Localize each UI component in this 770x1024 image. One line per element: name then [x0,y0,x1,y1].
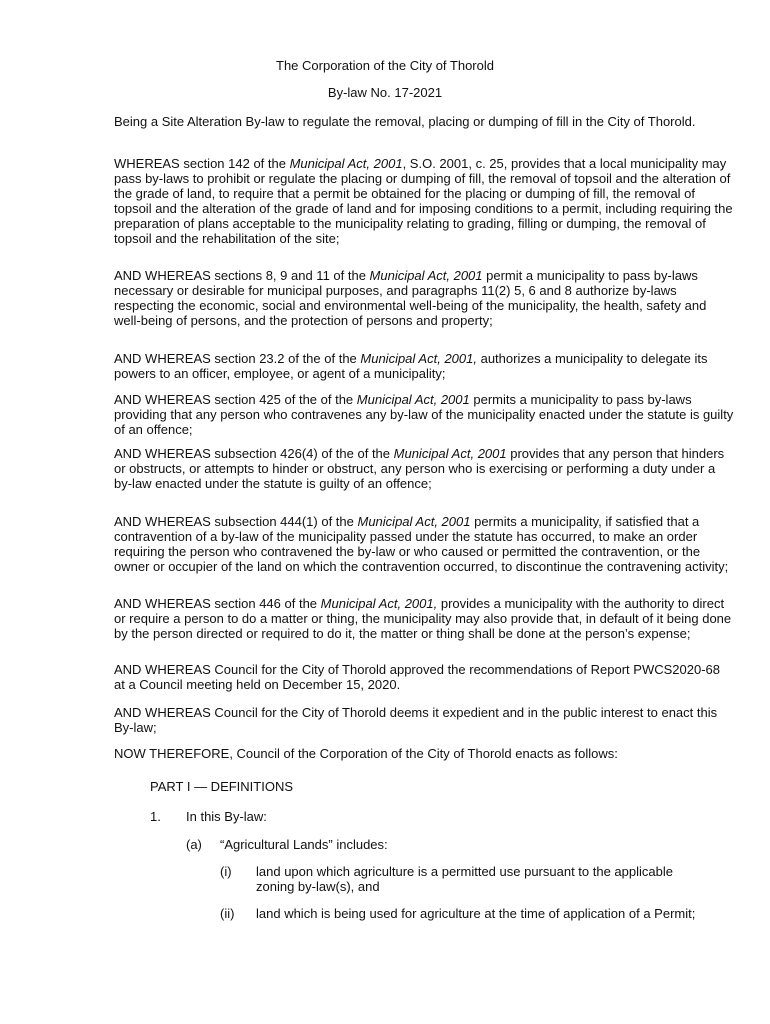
subclause-i-text: land upon which agriculture is a permitted use pursuant to the applicable zoning by-law(s), and [256,864,673,894]
part-heading: PART I — DEFINITIONS [150,779,294,794]
subclause-i-label: (i) [220,864,232,879]
clause-text: “Agricultural Lands” includes: [220,837,388,852]
recital-9: AND WHEREAS Council for the City of Thorold deems it expedient and in the public interest to enact this By-law; [114,705,718,735]
section-text: In this By-law: [186,809,267,824]
recital-7: AND WHEREAS section 446 of the Municipal Act, 2001, provides a municipality with the authority to direct or require a person to do a matter or thing, the municipality may also provide that, in default of it being done by the person directed or required to do it, the matter or thing shall be done at the person’s expense; [114,596,732,641]
recital-8: AND WHEREAS Council for the City of Thorold approved the recommendations of Report PWCS2020-68 at a Council meeting held on December 15, 2020. [114,662,720,692]
section-number: 1. [150,809,161,824]
recital-3: AND WHEREAS section 23.2 of the of the Municipal Act, 2001, authorizes a municipality to delegate its powers to an officer, employee, or agent of a municipality; [114,351,708,381]
corporation-title: The Corporation of the City of Thorold [276,58,494,73]
recital-1: WHEREAS section 142 of the Municipal Act, 2001, S.O. 2001, c. 25, provides that a local municipality may pass by-laws to prohibit or regulate the placing or dumping of fill, the removal of topsoil and the alteration of the grade of land, to require that a permit be obtained for the placing or dumping of fill, the removal of topsoil and the alteration of the grade of land and for imposing conditions to a permit, including requiring the preparation of plans acceptable to the municipality relating to grading, filling or dumping, the removal of topsoil and the rehabilitation of the site; [114,156,733,246]
bylaw-number: By-law No. 17-2021 [327,85,443,100]
subclause-ii-text: land which is being used for agriculture at the time of application of a Permit; [256,906,696,921]
recital-6: AND WHEREAS subsection 444(1) of the Municipal Act, 2001 permits a municipality, if satisfied that a contravention of a by-law of the municipality passed under the statute has occurred, to make an order requiring the person who contravened the by-law or who caused or permitted the contravention, or the owner or occupier of the land on which the contravention occurred, to discontinue the contravening activity; [114,514,729,574]
intro-paragraph: Being a Site Alteration By-law to regulate the removal, placing or dumping of fill in the City of Thorold. [114,114,696,129]
enactment-clause: NOW THEREFORE, Council of the Corporation of the City of Thorold enacts as follows: [114,746,618,761]
recital-4: AND WHEREAS section 425 of the of the Municipal Act, 2001 permits a municipality to pass by-laws providing that any person who contravenes any by-law of the municipality enacted under the statute is guilty of an offence; [114,392,734,437]
recital-5: AND WHEREAS subsection 426(4) of the of the Municipal Act, 2001 provides that any person that hinders or obstructs, or attempts to hinder or obstruct, any person who is exercising or performing a duty under a by-law enacted under the statute is guilty of an offence; [114,446,725,491]
clause-label: (a) [186,837,202,852]
subclause-ii-label: (ii) [220,906,235,921]
recital-2: AND WHEREAS sections 8, 9 and 11 of the Municipal Act, 2001 permit a municipality to pass by-laws necessary or desirable for municipal purposes, and paragraphs 11(2) 5, 6 and 8 authorize by-laws respecting the economic, social and environmental well-being of the municipality, the health, safety and well-being of persons, and the protection of persons and property; [114,268,707,328]
